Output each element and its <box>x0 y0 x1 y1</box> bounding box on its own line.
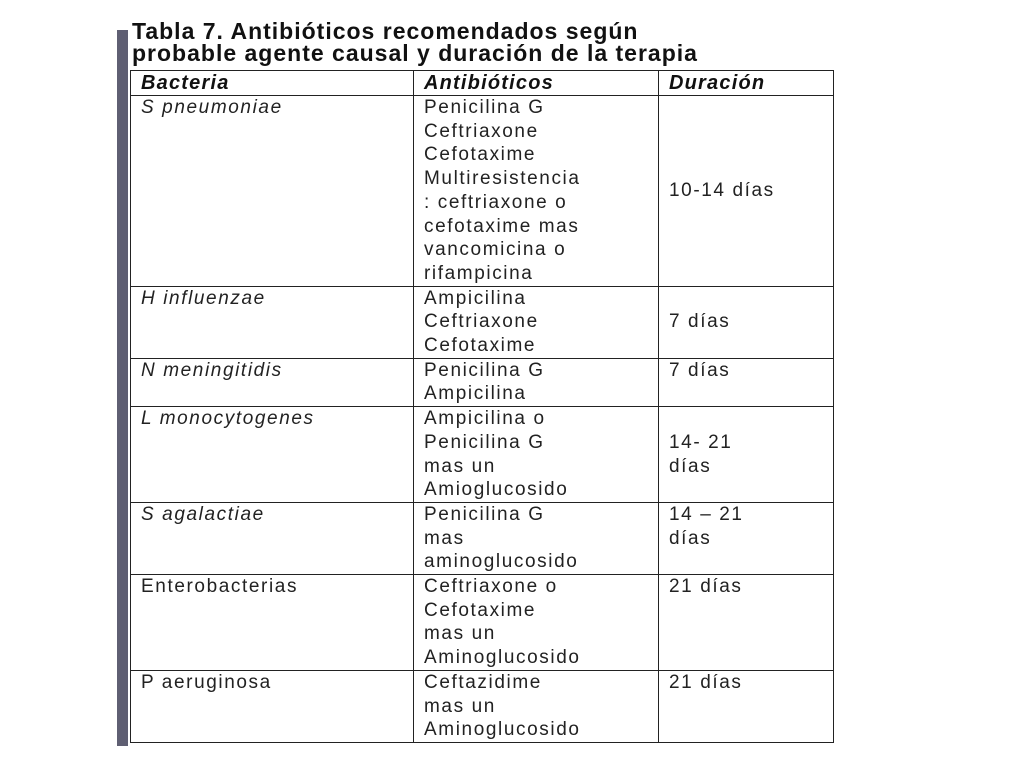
bacteria-cell <box>131 575 414 671</box>
table-header-row <box>131 71 834 96</box>
duration-cell <box>659 96 834 287</box>
duration-text: 21 días <box>669 671 743 693</box>
antibiotics-cell <box>414 407 659 503</box>
antibiotic-line: mas un <box>424 623 496 645</box>
antibiotic-line: Ceftazidime <box>424 671 542 693</box>
bacteria-name: P aeruginosa <box>141 671 272 693</box>
antibiotic-line: Penicilina G <box>424 359 545 381</box>
antibiotic-line: Penicilina G <box>424 503 545 525</box>
left-accent-bar <box>117 30 128 746</box>
header-antibiotics: Antibióticos <box>414 71 659 96</box>
header-duration: Duración <box>659 71 834 96</box>
antibiotics-table <box>130 70 834 743</box>
table-row <box>131 575 834 671</box>
table-row <box>131 96 834 287</box>
bacteria-cell <box>131 286 414 358</box>
antibiotic-line: Aminoglucosido <box>424 719 581 741</box>
table-row <box>131 407 834 503</box>
antibiotic-line: Ceftriaxone o <box>424 576 558 598</box>
antibiotic-line: cefotaxime mas <box>424 215 580 237</box>
bacteria-name: N meningitidis <box>141 359 283 381</box>
antibiotic-line: Penicilina G <box>424 97 545 118</box>
duration-cell <box>659 286 834 358</box>
duration-text: 21 días <box>669 576 743 598</box>
antibiotics-cell <box>414 358 659 406</box>
slide-content <box>130 0 835 768</box>
bacteria-name: L monocytogenes <box>141 408 315 430</box>
bacteria-name: H influenzae <box>141 287 266 309</box>
table-title-line-2: probable agente causal y duración de la terapia <box>132 40 698 66</box>
duration-cell <box>659 358 834 406</box>
antibiotic-line: Ampicilina <box>424 383 527 405</box>
table-row <box>131 670 834 742</box>
antibiotic-line: Aminoglucosido <box>424 647 581 669</box>
antibiotic-line: Cefotaxime <box>424 335 537 357</box>
antibiotic-line: mas un <box>424 455 496 477</box>
duration-text: 7 días <box>669 311 731 333</box>
antibiotic-line: Ampicilina o <box>424 408 546 430</box>
table-title-line-1: Tabla 7. Antibióticos recomendados según <box>132 18 639 44</box>
bacteria-name: Enterobacterias <box>141 576 299 598</box>
bacteria-name: S agalactiae <box>141 503 265 525</box>
antibiotics-cell <box>414 286 659 358</box>
bacteria-name: S pneumoniae <box>141 97 283 118</box>
bacteria-cell <box>131 407 414 503</box>
antibiotic-line: Penicilina G <box>424 431 545 453</box>
duration-text: 10-14 días <box>669 179 775 201</box>
antibiotic-line: Multiresistencia <box>424 168 581 190</box>
duration-text: 7 días <box>669 359 731 381</box>
bacteria-cell <box>131 358 414 406</box>
duration-cell <box>659 670 834 742</box>
bacteria-cell <box>131 502 414 574</box>
table-row <box>131 358 834 406</box>
duration-text: 14 – 21 <box>669 503 744 525</box>
antibiotics-cell <box>414 670 659 742</box>
duration-cell <box>659 502 834 574</box>
duration-text: 14- 21 <box>669 431 733 453</box>
antibiotic-line: Amioglucosido <box>424 479 569 501</box>
antibiotic-line: : ceftriaxone o <box>424 191 568 213</box>
antibiotic-line: vancomicina o <box>424 239 567 261</box>
header-bacteria: Bacteria <box>131 71 414 96</box>
antibiotics-cell <box>414 96 659 287</box>
antibiotic-line: Cefotaxime <box>424 599 537 621</box>
antibiotic-line: mas un <box>424 695 496 717</box>
antibiotic-line: mas <box>424 527 465 549</box>
antibiotic-line: Ampicilina <box>424 287 527 309</box>
antibiotic-line: rifampicina <box>424 262 534 284</box>
table-title <box>132 20 835 64</box>
antibiotics-cell <box>414 502 659 574</box>
duration-text: días <box>669 527 712 549</box>
duration-text: días <box>669 455 712 477</box>
antibiotic-line: Cefotaxime <box>424 144 537 166</box>
duration-cell <box>659 407 834 503</box>
bacteria-cell <box>131 96 414 287</box>
antibiotic-line: Ceftriaxone <box>424 311 539 333</box>
duration-cell <box>659 575 834 671</box>
table-row <box>131 502 834 574</box>
table-row <box>131 286 834 358</box>
bacteria-cell <box>131 670 414 742</box>
antibiotics-cell <box>414 575 659 671</box>
antibiotic-line: aminoglucosido <box>424 551 579 573</box>
antibiotic-line: Ceftriaxone <box>424 120 539 142</box>
